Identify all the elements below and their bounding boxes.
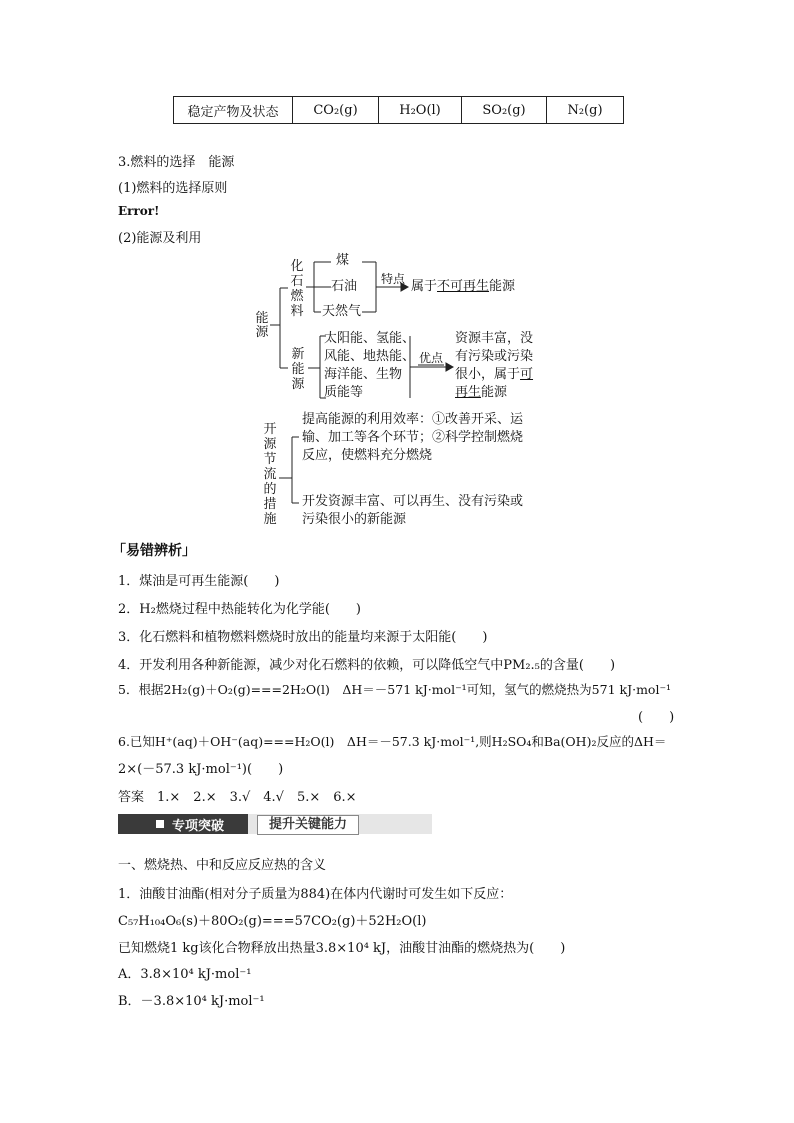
- section-banner: [118, 814, 432, 834]
- error-analysis-header: 「易错辨析」: [112, 543, 196, 559]
- option-a: A．3.8×10⁴ kJ·mol⁻¹: [118, 967, 252, 982]
- table-cell: CO₂(g): [293, 97, 379, 124]
- energy-label: 能源: [255, 311, 269, 340]
- answer-line: 答案 1.× 2.× 3.√ 4.√ 5.× 6.×: [118, 790, 357, 805]
- measure-line: 反应，使燃料充分燃烧: [302, 448, 433, 463]
- measure-line: 污染很小的新能源: [302, 512, 407, 527]
- coal-text: 煤: [336, 253, 350, 268]
- square-bullet-icon: [156, 820, 164, 828]
- new-energy-list-line: 风能、地热能、: [324, 349, 416, 364]
- new-energy-list-line: 海洋能、生物: [324, 367, 403, 382]
- measure-line: 输、加工等各个环节；②科学控制燃烧: [302, 430, 524, 445]
- advantage-line: 资源丰富，没: [455, 331, 534, 346]
- list-item: 2×(－57.3 kJ·mol⁻¹)( ): [118, 762, 284, 777]
- list-item: 4．开发利用各种新能源，减少对化石燃料的依赖，可以降低空气中PM₂.₅的含量( ): [118, 658, 616, 673]
- option-b: B．－3.8×10⁴ kJ·mol⁻¹: [118, 994, 265, 1009]
- question-text: 已知燃烧1 kg该化合物释放出热量3.8×10⁴ kJ，油酸甘油酯的燃烧热为( ): [118, 941, 566, 956]
- oil-text: 石油: [331, 279, 358, 294]
- equation: C₅₇H₁₀₄O₆(s)＋80O₂(g)===57CO₂(g)＋52H₂O(l): [118, 914, 427, 929]
- fossil-fuel-label: 化石燃料: [290, 259, 304, 319]
- advantage-line: 有污染或污染: [455, 349, 534, 364]
- part-title: 一、燃烧热、中和反应反应热的含义: [118, 858, 327, 873]
- banner-title: 专项突破: [172, 819, 225, 834]
- list-item: 2．H₂燃烧过程中热能转化为化学能( ): [118, 602, 361, 617]
- advantage-label: 优点: [419, 351, 444, 365]
- list-item: 3．化石燃料和植物燃料燃烧时放出的能量均来源于太阳能( ): [118, 630, 488, 645]
- list-item: 5．根据2H₂(g)＋O₂(g)===2H₂O(l) ΔH＝－571 kJ·mol⁻¹可知，氢气的燃烧热为571 kJ·mol⁻¹: [118, 682, 672, 697]
- new-energy-label: 新能源: [291, 347, 305, 392]
- measure-line: 提高能源的利用效率：①改善开采、运: [302, 412, 524, 427]
- error-text: Error!: [118, 204, 160, 218]
- measure-line: 开发资源丰富、可以再生、没有污染或: [302, 494, 524, 509]
- sub-heading: (2)能源及利用: [118, 231, 202, 246]
- feature-label: 特点: [381, 272, 406, 286]
- measures-label: 开源节流的措施: [263, 422, 277, 527]
- new-energy-list-line: 质能等: [324, 385, 364, 400]
- answer-blank: ( ): [638, 710, 675, 725]
- table-cell: 稳定产物及状态: [174, 97, 293, 124]
- section-title: 3.燃料的选择 能源: [118, 155, 235, 170]
- advantage-line: 很小，属于可: [455, 367, 534, 382]
- table-cell: H₂O(l): [379, 97, 462, 124]
- list-item: 6.已知H⁺(aq)＋OH⁻(aq)===H₂O(l) ΔH＝－57.3 kJ·mol⁻¹,则H₂SO₄和Ba(OH)₂反应的ΔH＝: [118, 734, 667, 749]
- advantage-line: 再生能源: [455, 385, 508, 400]
- table-cell: SO₂(g): [462, 97, 547, 124]
- banner-subtitle: 提升关键能力: [257, 815, 359, 835]
- table-cell: N₂(g): [547, 97, 624, 124]
- new-energy-list-line: 太阳能、氢能、: [324, 331, 416, 346]
- list-item: 1．煤油是可再生能源( ): [118, 574, 280, 589]
- sub-heading: (1)燃料的选择原则: [118, 181, 228, 196]
- natural-gas-text: 天然气: [322, 304, 362, 319]
- nonrenewable-text: 属于不可再生能源: [411, 279, 516, 294]
- question-text: 1．油酸甘油酯(相对分子质量为884)在体内代谢时可发生如下反应：: [118, 887, 513, 902]
